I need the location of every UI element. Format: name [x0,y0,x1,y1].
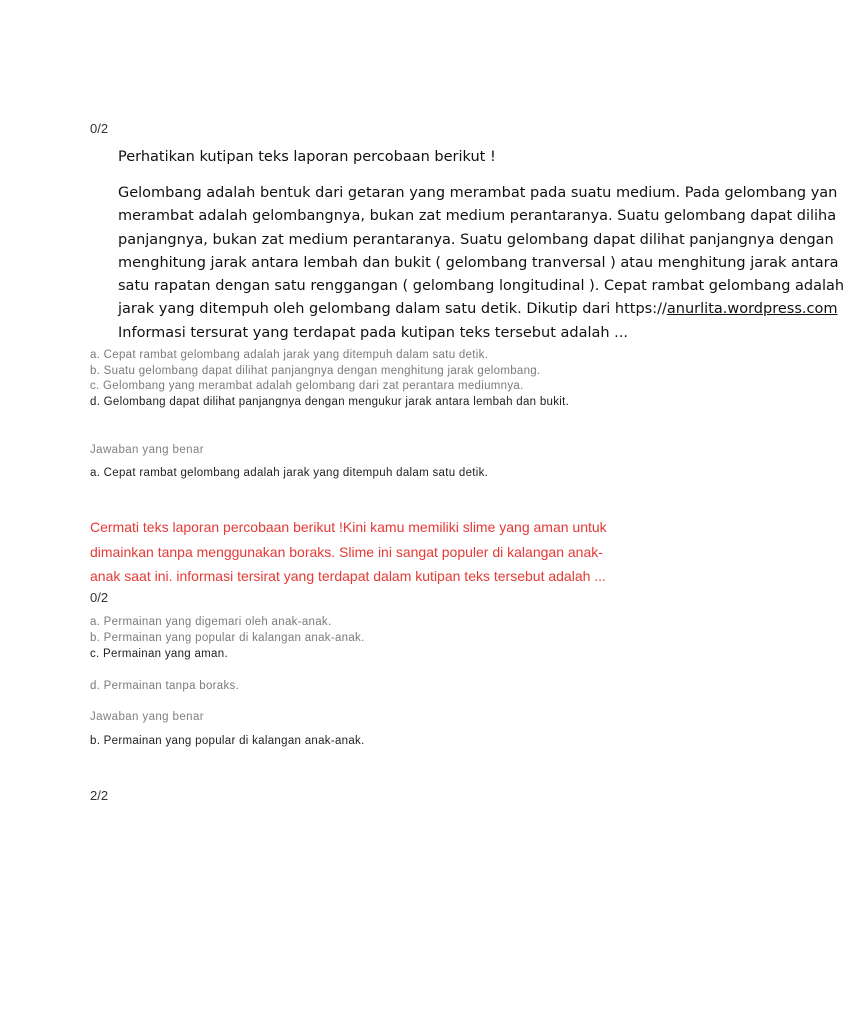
q1-option-d-selected[interactable]: d. Gelombang dapat dilihat panjangnya dengan mengukur jarak antara lembah dan bukit. [90,396,570,408]
quote-line: satu rapatan dengan satu renggangan ( gelombang longitudinal ). Cepat rambat gelombang adalah [118,278,844,295]
question-1-score: 0/2 [90,121,109,136]
q2-option-c-selected[interactable]: c. Permainan yang aman. [90,648,228,660]
source-link[interactable]: anurlita.wordpress.com [666,301,838,318]
q1-option-b[interactable]: b. Suatu gelombang dapat dilihat panjangnya dengan menghitung jarak gelombang. [90,365,541,377]
q2-option-a[interactable]: a. Permainan yang digemari oleh anak-anak. [90,616,332,628]
quote-line: Gelombang adalah bentuk dari getaran yang merambat pada suatu medium. Pada gelombang yan [118,185,838,201]
quote-line-text: jarak yang ditempuh oleh gelombang dalam satu detik. Dikutip dari https:// [118,301,667,318]
question-line: dimainkan tanpa menggunakan boraks. Slime ini sangat populer di kalangan anak- [90,543,603,560]
quote-line: merambat adalah gelombangnya, bukan zat medium perantaranya. Suatu gelombang dapat diliha [118,208,837,225]
question-1-quote-body [118,182,844,345]
question-line: Cermati teks laporan percobaan berikut !Kini kamu memiliki slime yang aman untuk [90,519,607,535]
quote-line: panjangnya, bukan zat medium perantaranya. Suatu gelombang dapat dilihat panjangnya dengan [118,231,834,248]
q2-option-d[interactable]: d. Permainan tanpa boraks. [90,680,240,692]
quote-line: menghitung jarak antara lembah dan bukit ( gelombang tranversal ) atau menghitung jarak antara [118,254,839,271]
q1-correct-answer-label: Jawaban yang benar [90,444,204,456]
q1-correct-answer: a. Cepat rambat gelombang adalah jarak yang ditempuh dalam satu detik. [90,467,489,479]
question-1-quote-title: Perhatikan kutipan teks laporan percobaan berikut ! [118,149,496,165]
q2-correct-answer: b. Permainan yang popular di kalangan anak-anak. [90,735,365,747]
question-2-score: 0/2 [90,590,109,605]
question-2-text [90,515,768,589]
q1-option-c[interactable]: c. Gelombang yang merambat adalah gelombang dari zat perantara mediumnya. [90,380,524,392]
q1-option-a[interactable]: a. Cepat rambat gelombang adalah jarak yang ditempuh dalam satu detik. [90,349,489,361]
quote-line [118,298,838,321]
quote-question: Informasi tersurat yang terdapat pada kutipan teks tersebut adalah ... [118,324,629,341]
q2-option-b[interactable]: b. Permainan yang popular di kalangan anak-anak. [90,632,365,644]
q2-correct-answer-label: Jawaban yang benar [90,711,204,723]
question-3-score: 2/2 [90,788,109,803]
question-line: anak saat ini. informasi tersirat yang terdapat dalam kutipan teks tersebut adalah ... [90,568,606,585]
